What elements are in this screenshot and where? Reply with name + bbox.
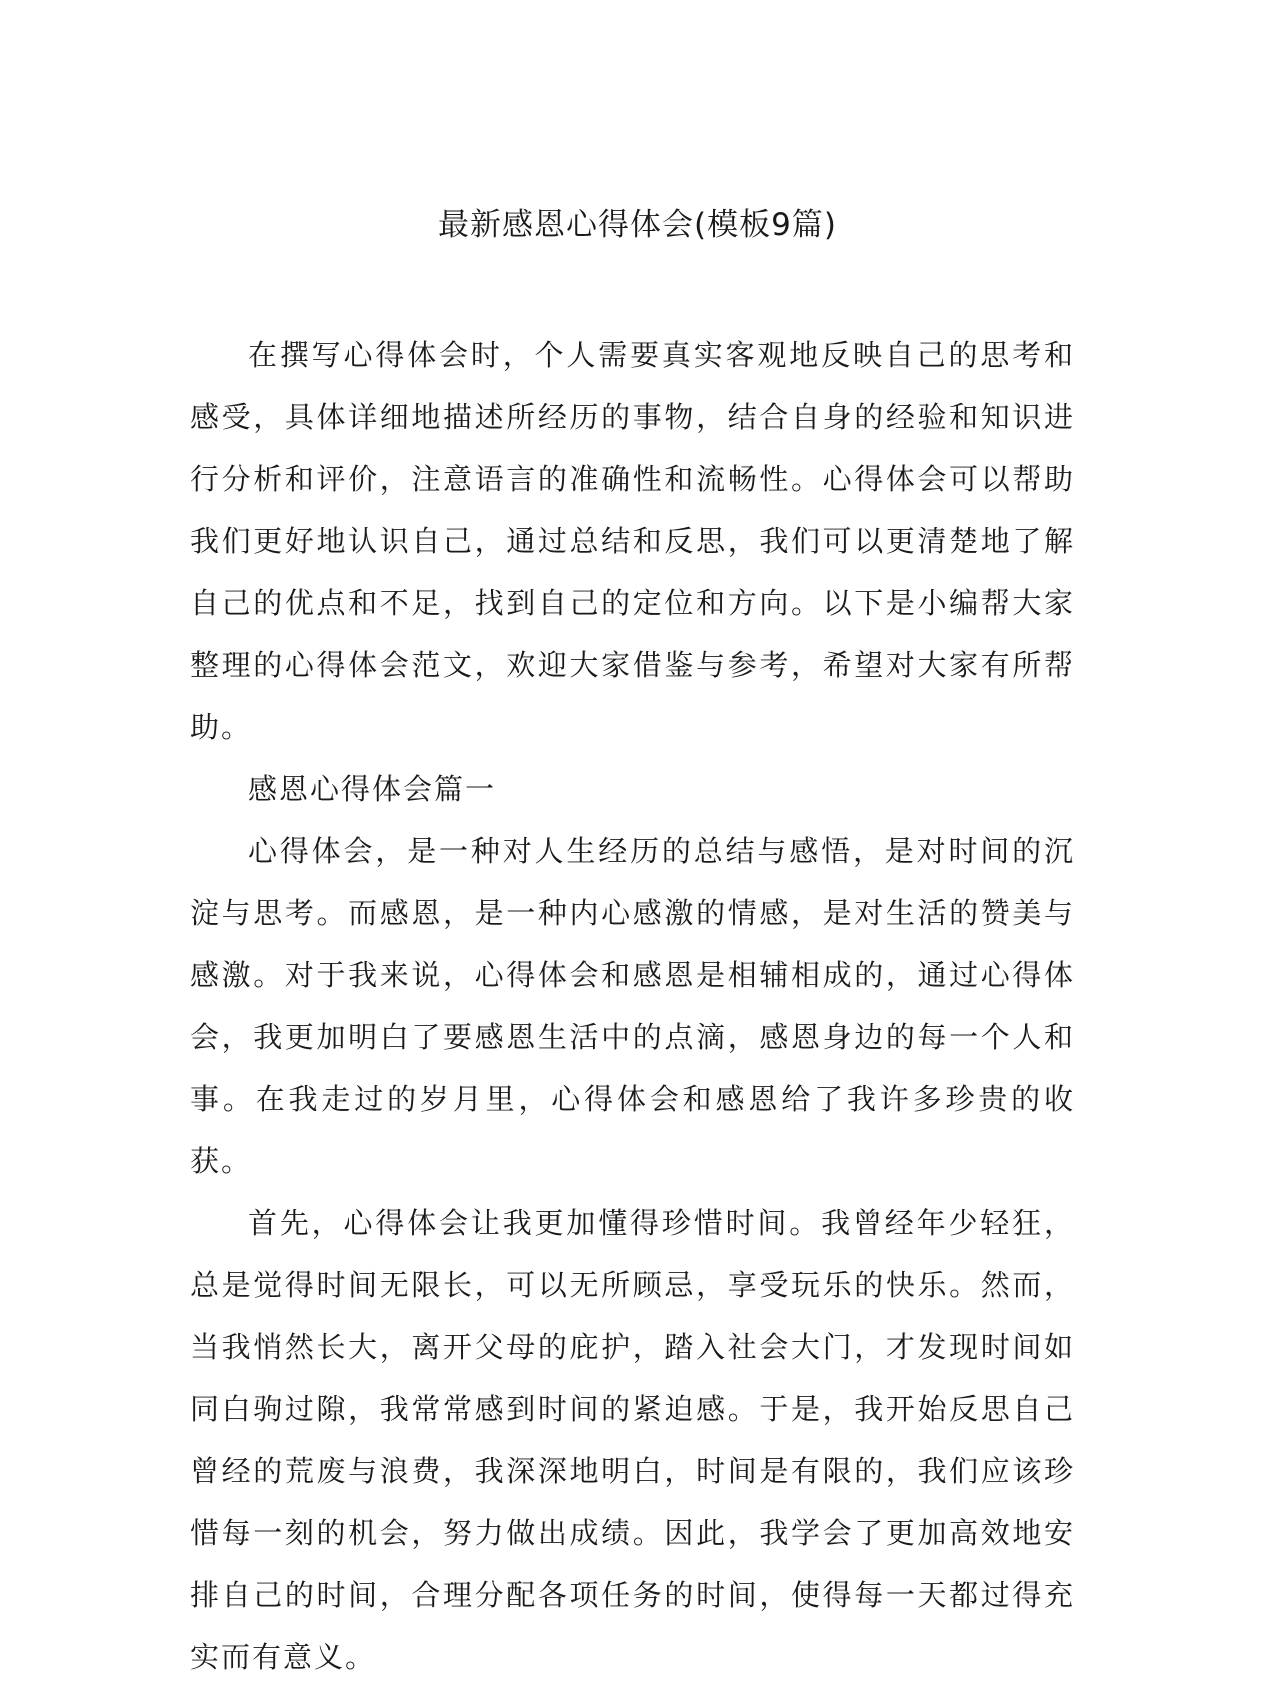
- document-body: [190, 324, 1075, 1688]
- section-heading: 感恩心得体会篇一: [248, 772, 497, 806]
- intro-paragraph: 在撰写心得体会时，个人需要真实客观地反映自己的思考和感受，具体详细地描述所经历的事物，结合自身的经验和知识进行分析和评价，注意语言的准确性和流畅性。心得体会可以帮助我们更好地认识自己，通过总结和反思，我们可以更清楚地了解自己的优点和不足，找到自己的定位和方向。以下是小编帮大家整理的心得体会范文，欢迎大家借鉴与参考，希望对大家有所帮助。: [190, 338, 1075, 744]
- body-paragraph: 心得体会，是一种对人生经历的总结与感悟，是对时间的沉淀与思考。而感恩，是一种内心感激的情感，是对生活的赞美与感激。对于我来说，心得体会和感恩是相辅相成的，通过心得体会，我更加明白了要感恩生活中的点滴，感恩身边的每一个人和事。在我走过的岁月里，心得体会和感恩给了我许多珍贵的收获。: [190, 834, 1075, 1178]
- body-paragraph: 首先，心得体会让我更加懂得珍惜时间。我曾经年少轻狂，总是觉得时间无限长，可以无所顾忌，享受玩乐的快乐。然而，当我悄然长大，离开父母的庇护，踏入社会大门，才发现时间如同白驹过隙，我常常感到时间的紧迫感。于是，我开始反思自己曾经的荒废与浪费，我深深地明白，时间是有限的，我们应该珍惜每一刻的机会，努力做出成绩。因此，我学会了更加高效地安排自己的时间，合理分配各项任务的时间，使得每一天都过得充实而有意义。: [190, 1206, 1075, 1674]
- document-title: 最新感恩心得体会(模板9篇): [438, 207, 837, 243]
